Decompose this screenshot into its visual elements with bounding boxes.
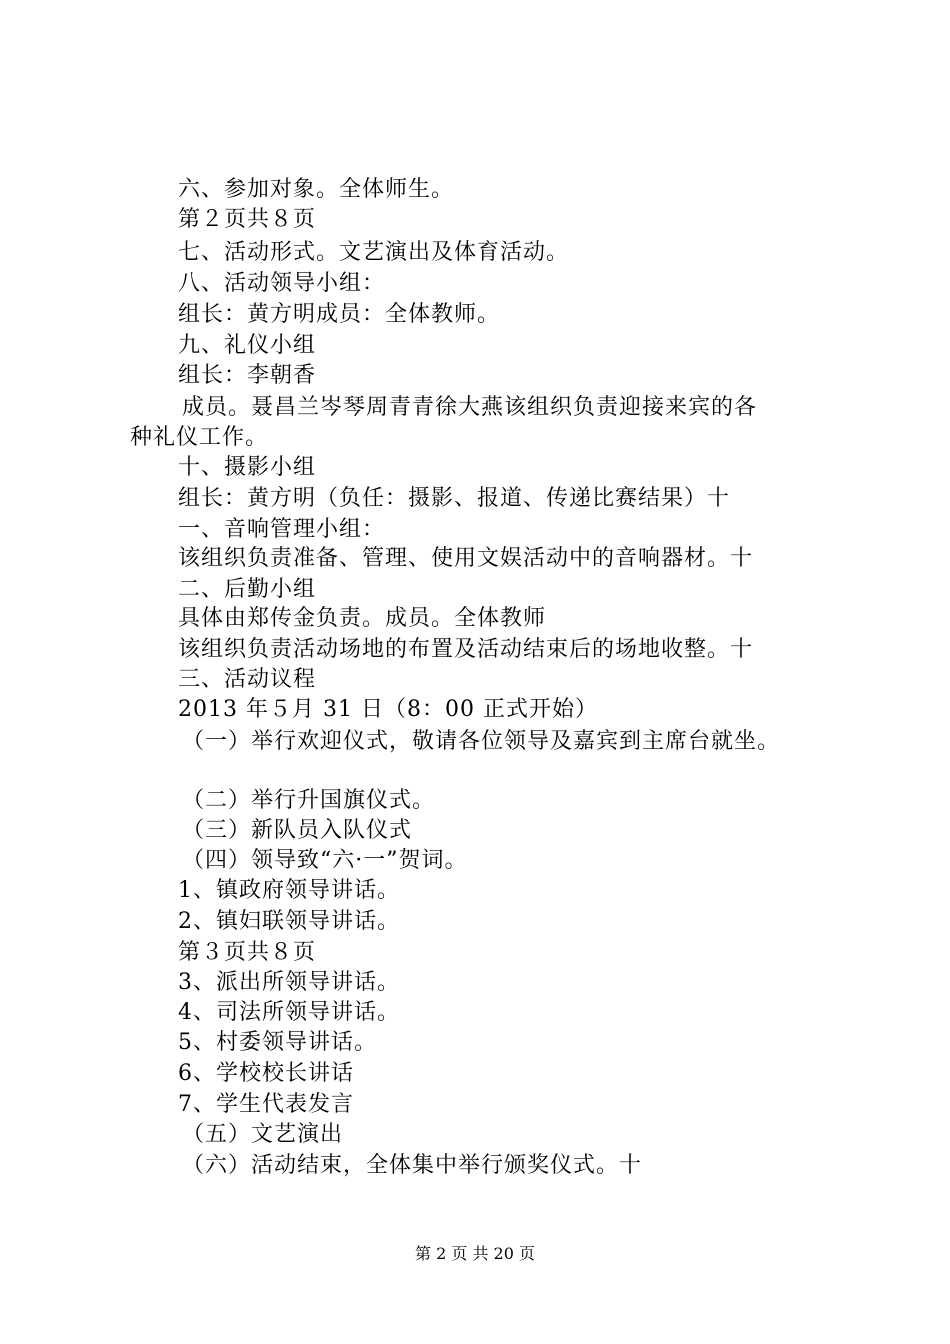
text-line: 二、后勤小组 xyxy=(178,577,317,602)
text-line: （六）活动结束，全体集中举行颁奖仪式。十 xyxy=(182,1153,643,1178)
text-line: 九、礼仪小组 xyxy=(178,333,317,358)
text-line: 该组织负责活动场地的布置及活动结束后的场地收整。十 xyxy=(178,637,754,662)
text-line: （四）领导致“六·一”贺词。 xyxy=(182,848,468,873)
text-line: 第２页共８页 xyxy=(178,207,317,232)
text-line: 该组织负责准备、管理、使用文娱活动中的音响器材。十 xyxy=(178,546,754,571)
text-line: 7、学生代表发言 xyxy=(178,1092,354,1117)
text-line: 第３页共８页 xyxy=(178,940,317,965)
page-footer: 第 2 页 共 20 页 xyxy=(415,1244,535,1263)
text-line: 5、村委领导讲话。 xyxy=(178,1030,377,1055)
text-line: 3、派出所领导讲话。 xyxy=(178,970,400,995)
text-line: 6、学校校长讲话 xyxy=(178,1061,354,1086)
text-line: 一、音响管理小组： xyxy=(178,517,386,542)
text-line: 具体由郑传金负责。成员。全体教师 xyxy=(178,606,547,631)
text-line: 十、摄影小组 xyxy=(178,455,317,480)
text-line: 组长：李朝香 xyxy=(178,363,317,388)
text-line: 八、活动领导小组： xyxy=(178,271,386,296)
text-line: 三、活动议程 xyxy=(178,667,317,692)
text-line: （一）举行欢迎仪式，敬请各位领导及嘉宾到主席台就坐。 xyxy=(182,729,781,754)
text-line: （五）文艺演出 xyxy=(182,1122,344,1147)
text-line: 种礼仪工作。 xyxy=(130,425,269,450)
text-line: （二）举行升国旗仪式。 xyxy=(182,788,436,813)
text-line: 组长：黄方明（负任：摄影、报道、传递比赛结果）十 xyxy=(178,486,731,511)
text-line: 1、镇政府领导讲话。 xyxy=(178,878,400,903)
text-line: （三）新队员入队仪式 xyxy=(182,818,413,843)
text-line: 2、镇妇联领导讲话。 xyxy=(178,909,400,934)
text-line: 成员。聂昌兰岑琴周青青徐大燕该组织负责迎接来宾的各 xyxy=(182,395,758,420)
text-line: 七、活动形式。文艺演出及体育活动。 xyxy=(178,240,570,265)
text-line: 4、司法所领导讲话。 xyxy=(178,1000,400,1025)
text-line: 六、参加对象。全体师生。 xyxy=(178,177,455,202)
text-line: 组长：黄方明成员：全体教师。 xyxy=(178,302,501,327)
text-line: 2013 年５月 31 日（8：00 正式开始） xyxy=(178,697,598,722)
